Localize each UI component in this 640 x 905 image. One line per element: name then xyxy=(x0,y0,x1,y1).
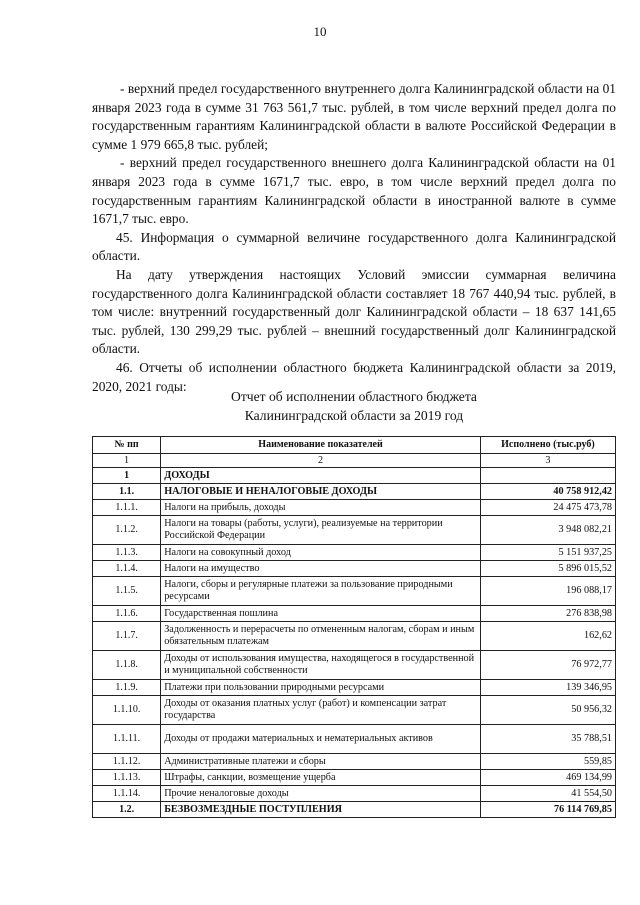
row-number: 1.1.7. xyxy=(93,622,161,651)
budget-report-table xyxy=(92,436,616,818)
row-indicator-name: Доходы от использования имущества, находящегося в государственной и муниципальной собственности xyxy=(161,651,481,680)
table-row xyxy=(93,561,616,577)
row-executed-value: 559,85 xyxy=(480,754,615,770)
row-number: 1.1.11. xyxy=(93,725,161,754)
row-indicator-name: Штрафы, санкции, возмещение ущерба xyxy=(161,770,481,786)
table-row xyxy=(93,754,616,770)
row-executed-value: 3 948 082,21 xyxy=(480,516,615,545)
table-row xyxy=(93,680,616,696)
table-index-row xyxy=(93,454,616,468)
row-indicator-name: Государственная пошлина xyxy=(161,606,481,622)
row-number: 1.1.4. xyxy=(93,561,161,577)
row-indicator-name: Административные платежи и сборы xyxy=(161,754,481,770)
row-indicator-name: Налоги на имущество xyxy=(161,561,481,577)
report-title-line2: Калининградской области за 2019 год xyxy=(244,408,464,423)
row-executed-value: 469 134,99 xyxy=(480,770,615,786)
row-executed-value: 76 972,77 xyxy=(480,651,615,680)
row-indicator-name: Налоги на прибыль, доходы xyxy=(161,500,481,516)
table-row xyxy=(93,802,616,818)
report-title-line1: Отчет об исполнении областного бюджета xyxy=(231,389,477,404)
index-cell-2: 2 xyxy=(161,454,481,468)
table-row xyxy=(93,484,616,500)
row-executed-value: 76 114 769,85 xyxy=(480,802,615,818)
row-indicator-name: Налоги на товары (работы, услуги), реализуемые на территории Российской Федерации xyxy=(161,516,481,545)
row-number: 1.1.6. xyxy=(93,606,161,622)
row-number: 1.1.8. xyxy=(93,651,161,680)
row-indicator-name: Доходы от продажи материальных и нематериальных активов xyxy=(161,725,481,754)
row-number: 1.1.5. xyxy=(93,577,161,606)
row-number: 1.2. xyxy=(93,802,161,818)
table-row xyxy=(93,622,616,651)
table-row xyxy=(93,651,616,680)
table-row xyxy=(93,468,616,484)
row-executed-value: 5 896 015,52 xyxy=(480,561,615,577)
row-indicator-name: Задолженность и перерасчеты по отмененным налогам, сборам и иным обязательным платежам xyxy=(161,622,481,651)
row-executed-value: 50 956,32 xyxy=(480,696,615,725)
row-number: 1.1.12. xyxy=(93,754,161,770)
row-executed-value: 24 475 473,78 xyxy=(480,500,615,516)
header-indicator-name: Наименование показателей xyxy=(161,437,481,454)
paragraph: 45. Информация о суммарной величине государственного долга Калининградской области. xyxy=(92,229,616,264)
header-executed: Исполнено (тыс.руб) xyxy=(480,437,615,454)
row-executed-value: 35 788,51 xyxy=(480,725,615,754)
row-executed-value: 40 758 912,42 xyxy=(480,484,615,500)
page-number: 10 xyxy=(313,24,327,39)
row-indicator-name: Прочие неналоговые доходы xyxy=(161,786,481,802)
index-cell-1: 1 xyxy=(93,454,161,468)
table-header-row xyxy=(93,437,616,454)
row-indicator-name: ДОХОДЫ xyxy=(161,468,481,484)
row-indicator-name: Доходы от оказания платных услуг (работ) и компенсации затрат государства xyxy=(161,696,481,725)
row-number: 1.1.1. xyxy=(93,500,161,516)
paragraph: - верхний предел государственного внутреннего долга Калининградской области на 01 января 2023 года в сумме 31 763 561,7 тыс. рублей, в том числе верхний предел долга по государственным гарантиям Калининградской области в валюте Российской Федерации в сумме 1 979 665,8 тыс. рублей; xyxy=(92,81,616,152)
row-executed-value: 162,62 xyxy=(480,622,615,651)
row-number: 1.1.3. xyxy=(93,545,161,561)
row-executed-value xyxy=(480,468,615,484)
table-row xyxy=(93,786,616,802)
header-number: № пп xyxy=(93,437,161,454)
row-executed-value: 5 151 937,25 xyxy=(480,545,615,561)
table-body xyxy=(93,468,616,818)
paragraph: На дату утверждения настоящих Условий эмиссии суммарная величина государственного долга Калининградской области составляет 18 767 440,94 тыс. рублей, в том числе: внутренний государственный долг Калининградской области – 18 637 141,65 тыс. рублей, 130 299,29 тыс. рублей – внешний государственный долг Калининградской области. xyxy=(92,266,616,357)
table-row xyxy=(93,696,616,725)
table-row xyxy=(93,725,616,754)
table-row xyxy=(93,500,616,516)
table-row xyxy=(93,770,616,786)
row-indicator-name: Налоги, сборы и регулярные платежи за пользование природными ресурсами xyxy=(161,577,481,606)
table-row xyxy=(93,606,616,622)
row-executed-value: 41 554,50 xyxy=(480,786,615,802)
row-number: 1.1.14. xyxy=(93,786,161,802)
row-indicator-name: НАЛОГОВЫЕ И НЕНАЛОГОВЫЕ ДОХОДЫ xyxy=(161,484,481,500)
row-executed-value: 139 346,95 xyxy=(480,680,615,696)
row-executed-value: 276 838,98 xyxy=(480,606,615,622)
row-indicator-name: БЕЗВОЗМЕЗДНЫЕ ПОСТУПЛЕНИЯ xyxy=(161,802,481,818)
index-cell-3: 3 xyxy=(480,454,615,468)
row-number: 1.1. xyxy=(93,484,161,500)
row-indicator-name: Налоги на совокупный доход xyxy=(161,545,481,561)
table-row xyxy=(93,545,616,561)
row-number: 1.1.13. xyxy=(93,770,161,786)
row-indicator-name: Платежи при пользовании природными ресурсами xyxy=(161,680,481,696)
table-row xyxy=(93,577,616,606)
paragraph: - верхний предел государственного внешнего долга Калининградской области на 01 января 2023 года в сумме 1671,7 тыс. евро, в том числе верхний предел долга по государственным гарантиям Калининградской области в иностранной валюте в сумме 1671,7 тыс. евро. xyxy=(92,155,616,227)
table-row xyxy=(93,516,616,545)
row-executed-value: 196 088,17 xyxy=(480,577,615,606)
row-number: 1.1.2. xyxy=(93,516,161,545)
row-number: 1.1.10. xyxy=(93,696,161,725)
row-number: 1.1.9. xyxy=(93,680,161,696)
body-text xyxy=(92,80,616,396)
paragraph: 46. Отчеты об исполнении областного бюджета Калининградской области за 2019, 2020, 2021 годы: xyxy=(92,359,616,394)
row-number: 1 xyxy=(93,468,161,484)
report-title xyxy=(92,387,616,425)
